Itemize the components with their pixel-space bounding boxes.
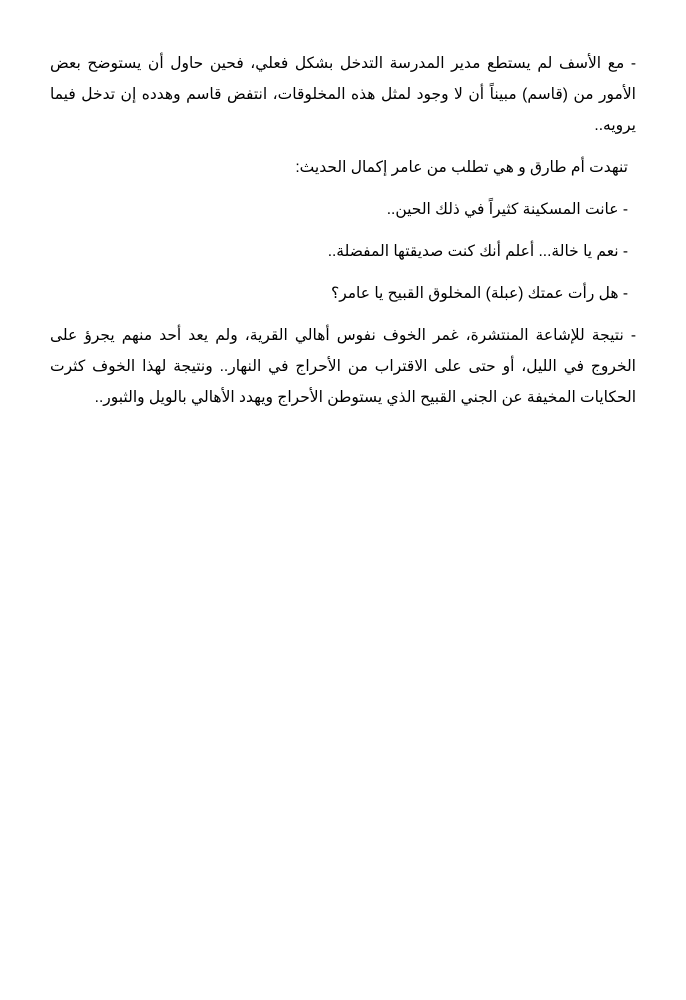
dialogue-line-question: - هل رأت عمتك (عبلة) المخلوق القبيح يا عامر؟ <box>330 285 628 302</box>
paragraph-principal: - مع الأسف لم يستطع مدير المدرسة التدخل بشكل فعلي، فحين حاول أن يستوضح بعض الأمور من (قاسم) مبيناً أن لا وجود لمثل هذه المخلوقات، انتفض قاسم وهدده إن تدخل فيما يرويه.. <box>50 55 636 134</box>
paragraph-rumor: - نتيجة للإشاعة المنتشرة، غمر الخوف نفوس أهالي القرية، ولم يعد أحد منهم يجرؤ على الخروج في الليل، أو حتى على الاقتراب من الأحراج في النهار.. ونتيجة لهذا الخوف كثرت الحكايات المخيفة عن الجني القبيح الذي يستوطن الأحراج ويهدد الأهالي بالويل والثبور.. <box>50 327 636 406</box>
dialogue-line-suffered: - عانت المسكينة كثيراً في ذلك الحين.. <box>386 201 628 218</box>
story-text <box>50 48 636 424</box>
paragraph-sigh: تنهدت أم طارق و هي تطلب من عامر إكمال الحديث: <box>295 159 628 176</box>
dialogue-line-friend: - نعم يا خالة... أعلم أنك كنت صديقتها المفضلة.. <box>327 243 628 260</box>
